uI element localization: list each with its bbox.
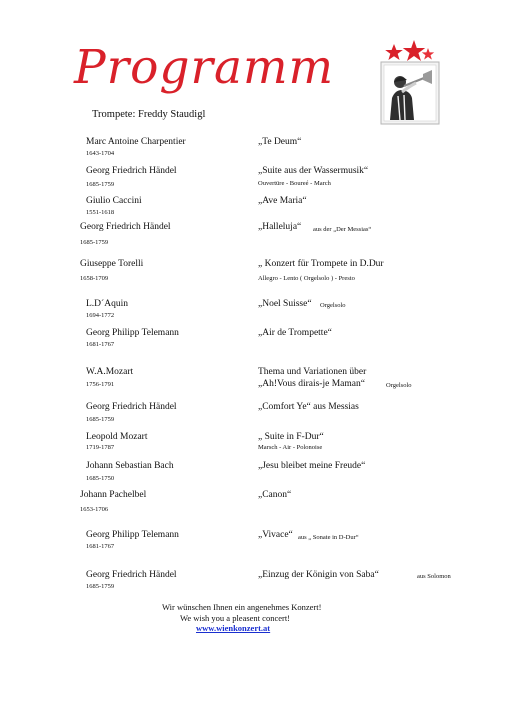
composer-years: 1643-1704 bbox=[86, 150, 115, 157]
work-title: „Comfort Ye“ aus Messias bbox=[258, 402, 359, 412]
composer-name: L.D´Aquin bbox=[86, 299, 128, 309]
footer-greeting-de: Wir wünschen Ihnen ein angenehmes Konzert! bbox=[162, 602, 322, 612]
work-note: Orgelsolo bbox=[386, 382, 412, 389]
composer-years: 1685-1759 bbox=[86, 181, 115, 188]
composer-name: Giuseppe Torelli bbox=[80, 259, 144, 269]
work-note: Orgelsolo bbox=[320, 302, 346, 309]
composer-name: Georg Friedrich Händel bbox=[80, 222, 171, 232]
composer-years: 1685-1759 bbox=[86, 583, 115, 590]
composer-name: Georg Friedrich Händel bbox=[86, 570, 177, 580]
composer-years: 1756-1791 bbox=[86, 381, 115, 388]
work-title: „Halleluja“ bbox=[258, 222, 302, 232]
page-title: Programm bbox=[74, 40, 335, 95]
composer-years: 1685-1750 bbox=[86, 475, 115, 482]
work-movements: Ouvertüre - Boureé - March bbox=[258, 180, 331, 187]
work-title: Thema und Variationen über bbox=[258, 367, 367, 377]
work-title: „ Konzert für Trompete in D.Dur bbox=[258, 259, 384, 269]
work-note: aus „ Sonate in D-Dur“ bbox=[298, 534, 359, 541]
performer-subtitle: Trompete: Freddy Staudigl bbox=[92, 109, 206, 120]
trumpet-player-star-icon bbox=[380, 40, 440, 126]
work-title: „Noel Suisse“ bbox=[258, 299, 312, 309]
work-note: aus der „Der Messias“ bbox=[313, 226, 372, 233]
work-movements: Allegro - Lento ( Orgelsolo ) - Presto bbox=[258, 275, 355, 282]
work-title: „Einzug der Königin von Saba“ bbox=[258, 570, 379, 580]
work-title: „Canon“ bbox=[258, 490, 292, 500]
composer-years: 1719-1787 bbox=[86, 444, 115, 451]
work-movements: Marsch - Air - Polonoise bbox=[258, 444, 323, 451]
work-note: aus Solomon bbox=[417, 573, 451, 580]
composer-name: Georg Friedrich Händel bbox=[86, 402, 177, 412]
work-title: „Ave Maria“ bbox=[258, 196, 307, 206]
trumpet-player-logo bbox=[380, 40, 440, 126]
composer-name: Johann Pachelbel bbox=[80, 490, 147, 500]
composer-years: 1681-1767 bbox=[86, 543, 115, 550]
work-title-line2: „Ah!Vous dirais-je Maman“ bbox=[258, 379, 365, 389]
composer-years: 1685-1759 bbox=[80, 239, 109, 246]
composer-name: W.A.Mozart bbox=[86, 367, 134, 377]
work-title: „Suite aus der Wassermusik“ bbox=[258, 166, 369, 176]
composer-years: 1658-1709 bbox=[80, 275, 109, 282]
composer-name: Giulio Caccini bbox=[86, 196, 142, 206]
composer-name: Georg Philipp Telemann bbox=[86, 530, 179, 540]
composer-years: 1694-1772 bbox=[86, 312, 115, 319]
work-title: „Vivace“ bbox=[258, 530, 293, 540]
composer-years: 1551-1618 bbox=[86, 209, 115, 216]
composer-name: Leopold Mozart bbox=[86, 432, 148, 442]
website-link[interactable]: www.wienkonzert.at bbox=[196, 623, 271, 633]
composer-name: Georg Philipp Telemann bbox=[86, 328, 179, 338]
footer-greeting-en: We wish you a pleasent concert! bbox=[180, 613, 291, 623]
composer-years: 1681-1767 bbox=[86, 341, 115, 348]
composer-years: 1685-1759 bbox=[86, 416, 115, 423]
work-title: „ Suite in F-Dur“ bbox=[258, 432, 324, 442]
composer-name: Marc Antoine Charpentier bbox=[86, 137, 186, 147]
work-title: „Air de Trompette“ bbox=[258, 328, 332, 338]
work-title: „Jesu bleibet meine Freude“ bbox=[258, 461, 366, 471]
composer-years: 1653-1706 bbox=[80, 506, 109, 513]
work-title: „Te Deum“ bbox=[258, 137, 302, 147]
composer-name: Johann Sebastian Bach bbox=[86, 461, 174, 471]
composer-name: Georg Friedrich Händel bbox=[86, 166, 177, 176]
